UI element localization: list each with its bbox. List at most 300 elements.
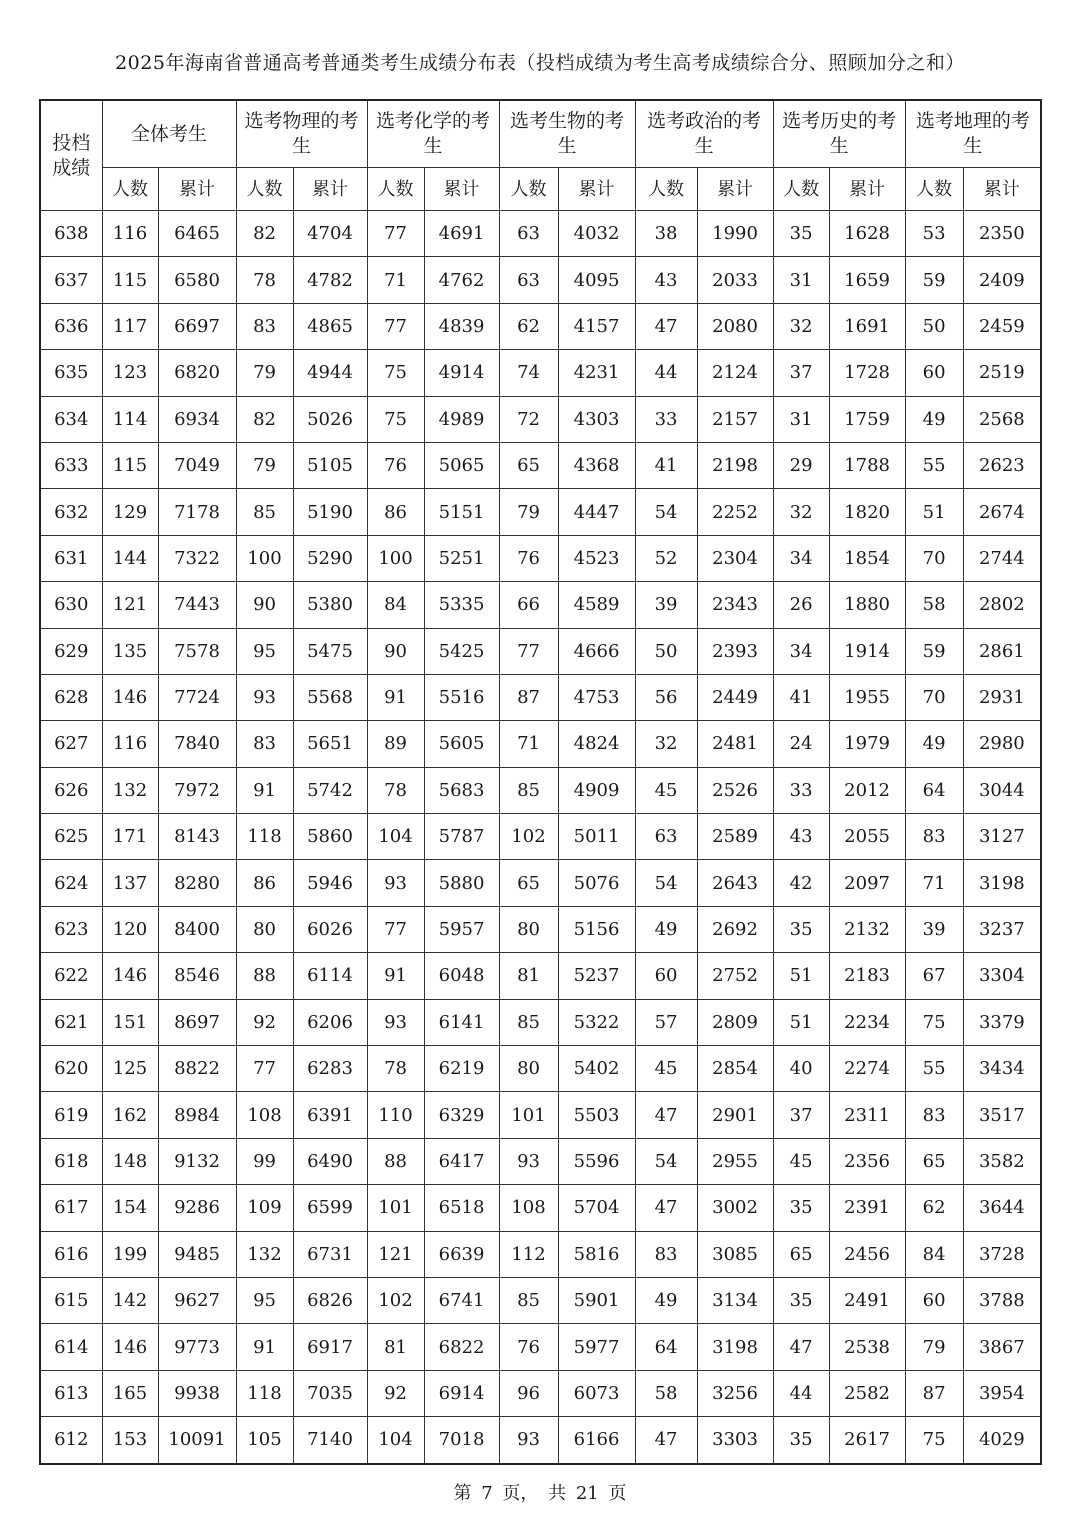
cumulative-cell: 6490 <box>293 1138 367 1184</box>
count-cell: 67 <box>905 953 963 999</box>
count-cell: 35 <box>773 1185 829 1231</box>
count-cell: 63 <box>499 257 558 303</box>
cumulative-cell: 5026 <box>293 396 367 442</box>
count-cell: 80 <box>236 906 293 952</box>
cumulative-cell: 9938 <box>158 1370 236 1416</box>
cumulative-cell: 2538 <box>829 1324 905 1370</box>
cumulative-cell: 4157 <box>558 303 635 349</box>
count-cell: 39 <box>635 582 697 628</box>
cumulative-cell: 5335 <box>424 582 499 628</box>
count-cell: 85 <box>499 1277 558 1323</box>
cumulative-cell: 6206 <box>293 999 367 1045</box>
count-cell: 70 <box>905 674 963 720</box>
cumulative-cell: 3954 <box>963 1370 1041 1416</box>
cumulative-cell: 2456 <box>829 1231 905 1277</box>
count-cell: 84 <box>905 1231 963 1277</box>
cumulative-cell: 2802 <box>963 582 1041 628</box>
count-cell: 108 <box>236 1092 293 1138</box>
count-cell: 83 <box>905 814 963 860</box>
cumulative-cell: 3434 <box>963 1046 1041 1092</box>
table-row <box>40 628 1041 674</box>
count-cell: 108 <box>499 1185 558 1231</box>
cumulative-cell: 5568 <box>293 674 367 720</box>
cumulative-cell: 2752 <box>697 953 773 999</box>
cumulative-cell: 2526 <box>697 767 773 813</box>
score-cell: 626 <box>40 767 102 813</box>
table-row <box>40 999 1041 1045</box>
score-column-header <box>40 100 102 211</box>
count-cell: 54 <box>635 860 697 906</box>
count-cell: 83 <box>905 1092 963 1138</box>
count-cell: 135 <box>102 628 158 674</box>
cumulative-cell: 7178 <box>158 489 236 535</box>
cumulative-cell: 2132 <box>829 906 905 952</box>
cumulative-cell: 4762 <box>424 257 499 303</box>
count-cell: 75 <box>905 1417 963 1464</box>
cumulative-cell: 4824 <box>558 721 635 767</box>
page-number-footer: 第 7 页， 共 21 页 <box>453 1483 627 1504</box>
cumulative-cell: 6822 <box>424 1324 499 1370</box>
count-cell: 165 <box>102 1370 158 1416</box>
count-cell: 66 <box>499 582 558 628</box>
cumulative-cell: 5787 <box>424 814 499 860</box>
cumulative-cell: 7140 <box>293 1417 367 1464</box>
count-cell: 132 <box>102 767 158 813</box>
count-cell: 58 <box>905 582 963 628</box>
sub-header-cumulative: 累计 <box>293 168 367 211</box>
cumulative-cell: 10091 <box>158 1417 236 1464</box>
group-header: 选考政治的考生 <box>635 100 773 168</box>
cumulative-cell: 2861 <box>963 628 1041 674</box>
count-cell: 60 <box>635 953 697 999</box>
count-cell: 89 <box>367 721 424 767</box>
cumulative-cell: 5704 <box>558 1185 635 1231</box>
cumulative-cell: 4447 <box>558 489 635 535</box>
cumulative-cell: 8984 <box>158 1092 236 1138</box>
table-row <box>40 721 1041 767</box>
count-cell: 50 <box>635 628 697 674</box>
cumulative-cell: 2692 <box>697 906 773 952</box>
cumulative-cell: 6417 <box>424 1138 499 1184</box>
group-header: 全体考生 <box>102 100 236 168</box>
cumulative-cell: 3256 <box>697 1370 773 1416</box>
score-cell: 613 <box>40 1370 102 1416</box>
group-header: 选考生物的考生 <box>499 100 635 168</box>
cumulative-cell: 3379 <box>963 999 1041 1045</box>
count-cell: 92 <box>367 1370 424 1416</box>
cumulative-cell: 3198 <box>697 1324 773 1370</box>
sub-header-cumulative: 累计 <box>829 168 905 211</box>
count-cell: 162 <box>102 1092 158 1138</box>
count-cell: 62 <box>499 303 558 349</box>
count-cell: 57 <box>635 999 697 1045</box>
count-cell: 71 <box>499 721 558 767</box>
count-cell: 114 <box>102 396 158 442</box>
cumulative-cell: 2519 <box>963 350 1041 396</box>
cumulative-cell: 9773 <box>158 1324 236 1370</box>
score-cell: 617 <box>40 1185 102 1231</box>
count-cell: 117 <box>102 303 158 349</box>
count-cell: 87 <box>499 674 558 720</box>
count-cell: 137 <box>102 860 158 906</box>
count-cell: 59 <box>905 628 963 674</box>
count-cell: 34 <box>773 535 829 581</box>
cumulative-cell: 8697 <box>158 999 236 1045</box>
cumulative-cell: 1788 <box>829 442 905 488</box>
count-cell: 63 <box>635 814 697 860</box>
cumulative-cell: 4691 <box>424 211 499 257</box>
cumulative-cell: 4989 <box>424 396 499 442</box>
table-row <box>40 767 1041 813</box>
table-row <box>40 1046 1041 1092</box>
score-cell: 632 <box>40 489 102 535</box>
count-cell: 90 <box>367 628 424 674</box>
score-cell: 634 <box>40 396 102 442</box>
table-row <box>40 1417 1041 1464</box>
cumulative-cell: 5957 <box>424 906 499 952</box>
count-cell: 95 <box>236 628 293 674</box>
cumulative-cell: 5605 <box>424 721 499 767</box>
cumulative-cell: 3127 <box>963 814 1041 860</box>
count-cell: 123 <box>102 350 158 396</box>
count-cell: 47 <box>635 1185 697 1231</box>
count-cell: 109 <box>236 1185 293 1231</box>
cumulative-cell: 2901 <box>697 1092 773 1138</box>
count-cell: 77 <box>236 1046 293 1092</box>
cumulative-cell: 9286 <box>158 1185 236 1231</box>
cumulative-cell: 4032 <box>558 211 635 257</box>
page-title: 2025年海南省普通高考普通类考生成绩分布表（投档成绩为考生高考成绩综合分、照顾加分之和） <box>115 52 965 74</box>
count-cell: 91 <box>367 953 424 999</box>
count-cell: 102 <box>499 814 558 860</box>
cumulative-cell: 6219 <box>424 1046 499 1092</box>
cumulative-cell: 5880 <box>424 860 499 906</box>
score-cell: 620 <box>40 1046 102 1092</box>
count-cell: 142 <box>102 1277 158 1323</box>
cumulative-cell: 1880 <box>829 582 905 628</box>
cumulative-cell: 5651 <box>293 721 367 767</box>
count-cell: 93 <box>499 1138 558 1184</box>
cumulative-cell: 2481 <box>697 721 773 767</box>
count-cell: 93 <box>236 674 293 720</box>
table-row <box>40 1370 1041 1416</box>
cumulative-cell: 2198 <box>697 442 773 488</box>
cumulative-cell: 2124 <box>697 350 773 396</box>
cumulative-cell: 5516 <box>424 674 499 720</box>
count-cell: 115 <box>102 442 158 488</box>
cumulative-cell: 7724 <box>158 674 236 720</box>
count-cell: 33 <box>635 396 697 442</box>
cumulative-cell: 5816 <box>558 1231 635 1277</box>
table-row <box>40 211 1041 257</box>
count-cell: 116 <box>102 721 158 767</box>
cumulative-cell: 1990 <box>697 211 773 257</box>
count-cell: 35 <box>773 1417 829 1464</box>
count-cell: 78 <box>367 767 424 813</box>
score-cell: 621 <box>40 999 102 1045</box>
cumulative-cell: 1759 <box>829 396 905 442</box>
cumulative-cell: 5065 <box>424 442 499 488</box>
count-cell: 63 <box>499 211 558 257</box>
table-row <box>40 257 1041 303</box>
count-cell: 40 <box>773 1046 829 1092</box>
cumulative-cell: 6820 <box>158 350 236 396</box>
count-cell: 146 <box>102 953 158 999</box>
count-cell: 45 <box>635 767 697 813</box>
score-cell: 635 <box>40 350 102 396</box>
count-cell: 171 <box>102 814 158 860</box>
score-cell: 618 <box>40 1138 102 1184</box>
cumulative-cell: 7018 <box>424 1417 499 1464</box>
count-cell: 93 <box>499 1417 558 1464</box>
cumulative-cell: 5901 <box>558 1277 635 1323</box>
cumulative-cell: 6599 <box>293 1185 367 1231</box>
cumulative-cell: 5503 <box>558 1092 635 1138</box>
cumulative-cell: 5290 <box>293 535 367 581</box>
count-cell: 44 <box>635 350 697 396</box>
cumulative-cell: 2350 <box>963 211 1041 257</box>
sub-header-cumulative: 累计 <box>558 168 635 211</box>
score-cell: 629 <box>40 628 102 674</box>
score-cell: 616 <box>40 1231 102 1277</box>
count-cell: 49 <box>905 396 963 442</box>
cumulative-cell: 2274 <box>829 1046 905 1092</box>
count-cell: 104 <box>367 814 424 860</box>
cumulative-cell: 5683 <box>424 767 499 813</box>
cumulative-cell: 7840 <box>158 721 236 767</box>
count-cell: 148 <box>102 1138 158 1184</box>
cumulative-cell: 1955 <box>829 674 905 720</box>
count-cell: 88 <box>236 953 293 999</box>
table-row <box>40 860 1041 906</box>
score-cell: 615 <box>40 1277 102 1323</box>
count-cell: 121 <box>367 1231 424 1277</box>
count-cell: 47 <box>773 1324 829 1370</box>
cumulative-cell: 9132 <box>158 1138 236 1184</box>
count-cell: 71 <box>367 257 424 303</box>
cumulative-cell: 4523 <box>558 535 635 581</box>
cumulative-cell: 8546 <box>158 953 236 999</box>
count-cell: 91 <box>236 767 293 813</box>
table-row <box>40 1324 1041 1370</box>
table-row <box>40 535 1041 581</box>
count-cell: 55 <box>905 1046 963 1092</box>
cumulative-cell: 1820 <box>829 489 905 535</box>
table-row <box>40 582 1041 628</box>
cumulative-cell: 4865 <box>293 303 367 349</box>
count-cell: 65 <box>773 1231 829 1277</box>
cumulative-cell: 6114 <box>293 953 367 999</box>
count-cell: 60 <box>905 350 963 396</box>
count-cell: 104 <box>367 1417 424 1464</box>
cumulative-cell: 9485 <box>158 1231 236 1277</box>
cumulative-cell: 5402 <box>558 1046 635 1092</box>
cumulative-cell: 5076 <box>558 860 635 906</box>
count-cell: 41 <box>773 674 829 720</box>
table-row <box>40 442 1041 488</box>
count-cell: 72 <box>499 396 558 442</box>
table-row <box>40 1185 1041 1231</box>
cumulative-cell: 3237 <box>963 906 1041 952</box>
count-cell: 42 <box>773 860 829 906</box>
cumulative-cell: 2449 <box>697 674 773 720</box>
count-cell: 129 <box>102 489 158 535</box>
cumulative-cell: 5425 <box>424 628 499 674</box>
cumulative-cell: 3728 <box>963 1231 1041 1277</box>
count-cell: 51 <box>773 999 829 1045</box>
cumulative-cell: 4231 <box>558 350 635 396</box>
group-header: 选考化学的考生 <box>367 100 499 168</box>
cumulative-cell: 4368 <box>558 442 635 488</box>
cumulative-cell: 2854 <box>697 1046 773 1092</box>
count-cell: 90 <box>236 582 293 628</box>
count-cell: 78 <box>236 257 293 303</box>
count-cell: 51 <box>905 489 963 535</box>
count-cell: 79 <box>499 489 558 535</box>
count-cell: 78 <box>367 1046 424 1092</box>
count-cell: 93 <box>367 999 424 1045</box>
count-cell: 55 <box>905 442 963 488</box>
count-cell: 87 <box>905 1370 963 1416</box>
cumulative-cell: 2356 <box>829 1138 905 1184</box>
count-cell: 92 <box>236 999 293 1045</box>
cumulative-cell: 3867 <box>963 1324 1041 1370</box>
count-cell: 58 <box>635 1370 697 1416</box>
count-cell: 105 <box>236 1417 293 1464</box>
sub-header-count: 人数 <box>367 168 424 211</box>
count-cell: 99 <box>236 1138 293 1184</box>
score-cell: 625 <box>40 814 102 860</box>
count-cell: 112 <box>499 1231 558 1277</box>
group-header: 选考历史的考生 <box>773 100 905 168</box>
count-cell: 83 <box>635 1231 697 1277</box>
count-cell: 76 <box>499 535 558 581</box>
count-cell: 151 <box>102 999 158 1045</box>
cumulative-cell: 7035 <box>293 1370 367 1416</box>
count-cell: 31 <box>773 257 829 303</box>
cumulative-cell: 4029 <box>963 1417 1041 1464</box>
table-row <box>40 814 1041 860</box>
count-cell: 91 <box>367 674 424 720</box>
cumulative-cell: 4303 <box>558 396 635 442</box>
sub-header-cumulative: 累计 <box>158 168 236 211</box>
count-cell: 37 <box>773 1092 829 1138</box>
count-cell: 29 <box>773 442 829 488</box>
count-cell: 144 <box>102 535 158 581</box>
cumulative-cell: 3085 <box>697 1231 773 1277</box>
count-cell: 49 <box>635 1277 697 1323</box>
score-cell: 619 <box>40 1092 102 1138</box>
count-cell: 121 <box>102 582 158 628</box>
cumulative-cell: 5322 <box>558 999 635 1045</box>
cumulative-cell: 2674 <box>963 489 1041 535</box>
cumulative-cell: 1979 <box>829 721 905 767</box>
cumulative-cell: 4589 <box>558 582 635 628</box>
table-row <box>40 1277 1041 1323</box>
cumulative-cell: 4704 <box>293 211 367 257</box>
count-cell: 65 <box>499 860 558 906</box>
cumulative-cell: 8143 <box>158 814 236 860</box>
cumulative-cell: 2809 <box>697 999 773 1045</box>
score-cell: 636 <box>40 303 102 349</box>
count-cell: 88 <box>367 1138 424 1184</box>
cumulative-cell: 7443 <box>158 582 236 628</box>
count-cell: 32 <box>773 303 829 349</box>
cumulative-cell: 1659 <box>829 257 905 303</box>
table-row <box>40 396 1041 442</box>
cumulative-cell: 2744 <box>963 535 1041 581</box>
cumulative-cell: 5237 <box>558 953 635 999</box>
count-cell: 60 <box>905 1277 963 1323</box>
cumulative-cell: 4839 <box>424 303 499 349</box>
cumulative-cell: 2343 <box>697 582 773 628</box>
cumulative-cell: 2183 <box>829 953 905 999</box>
cumulative-cell: 8822 <box>158 1046 236 1092</box>
count-cell: 118 <box>236 1370 293 1416</box>
cumulative-cell: 6166 <box>558 1417 635 1464</box>
cumulative-cell: 7322 <box>158 535 236 581</box>
table-row <box>40 350 1041 396</box>
count-cell: 65 <box>905 1138 963 1184</box>
count-cell: 75 <box>367 350 424 396</box>
count-cell: 64 <box>635 1324 697 1370</box>
cumulative-cell: 6697 <box>158 303 236 349</box>
cumulative-cell: 1691 <box>829 303 905 349</box>
cumulative-cell: 6518 <box>424 1185 499 1231</box>
count-cell: 37 <box>773 350 829 396</box>
count-cell: 80 <box>499 1046 558 1092</box>
cumulative-cell: 3517 <box>963 1092 1041 1138</box>
count-cell: 75 <box>905 999 963 1045</box>
count-cell: 47 <box>635 1417 697 1464</box>
score-cell: 612 <box>40 1417 102 1464</box>
count-cell: 53 <box>905 211 963 257</box>
group-header: 选考地理的考生 <box>905 100 1041 168</box>
count-cell: 41 <box>635 442 697 488</box>
cumulative-cell: 5190 <box>293 489 367 535</box>
cumulative-cell: 2012 <box>829 767 905 813</box>
cumulative-cell: 3198 <box>963 860 1041 906</box>
count-cell: 77 <box>367 211 424 257</box>
count-cell: 39 <box>905 906 963 952</box>
count-cell: 51 <box>773 953 829 999</box>
count-cell: 75 <box>367 396 424 442</box>
cumulative-cell: 2931 <box>963 674 1041 720</box>
cumulative-cell: 2617 <box>829 1417 905 1464</box>
cumulative-cell: 5596 <box>558 1138 635 1184</box>
table-row <box>40 1092 1041 1138</box>
cumulative-cell: 4666 <box>558 628 635 674</box>
count-cell: 70 <box>905 535 963 581</box>
cumulative-cell: 5742 <box>293 767 367 813</box>
cumulative-cell: 5011 <box>558 814 635 860</box>
cumulative-cell: 3044 <box>963 767 1041 813</box>
count-cell: 65 <box>499 442 558 488</box>
score-header-line-2: 成绩 <box>52 156 91 179</box>
count-cell: 153 <box>102 1417 158 1464</box>
score-cell: 627 <box>40 721 102 767</box>
cumulative-cell: 1854 <box>829 535 905 581</box>
table-row <box>40 1138 1041 1184</box>
count-cell: 47 <box>635 303 697 349</box>
count-cell: 79 <box>905 1324 963 1370</box>
count-cell: 77 <box>499 628 558 674</box>
count-cell: 125 <box>102 1046 158 1092</box>
cumulative-cell: 2623 <box>963 442 1041 488</box>
cumulative-cell: 3002 <box>697 1185 773 1231</box>
cumulative-cell: 2234 <box>829 999 905 1045</box>
cumulative-cell: 2304 <box>697 535 773 581</box>
